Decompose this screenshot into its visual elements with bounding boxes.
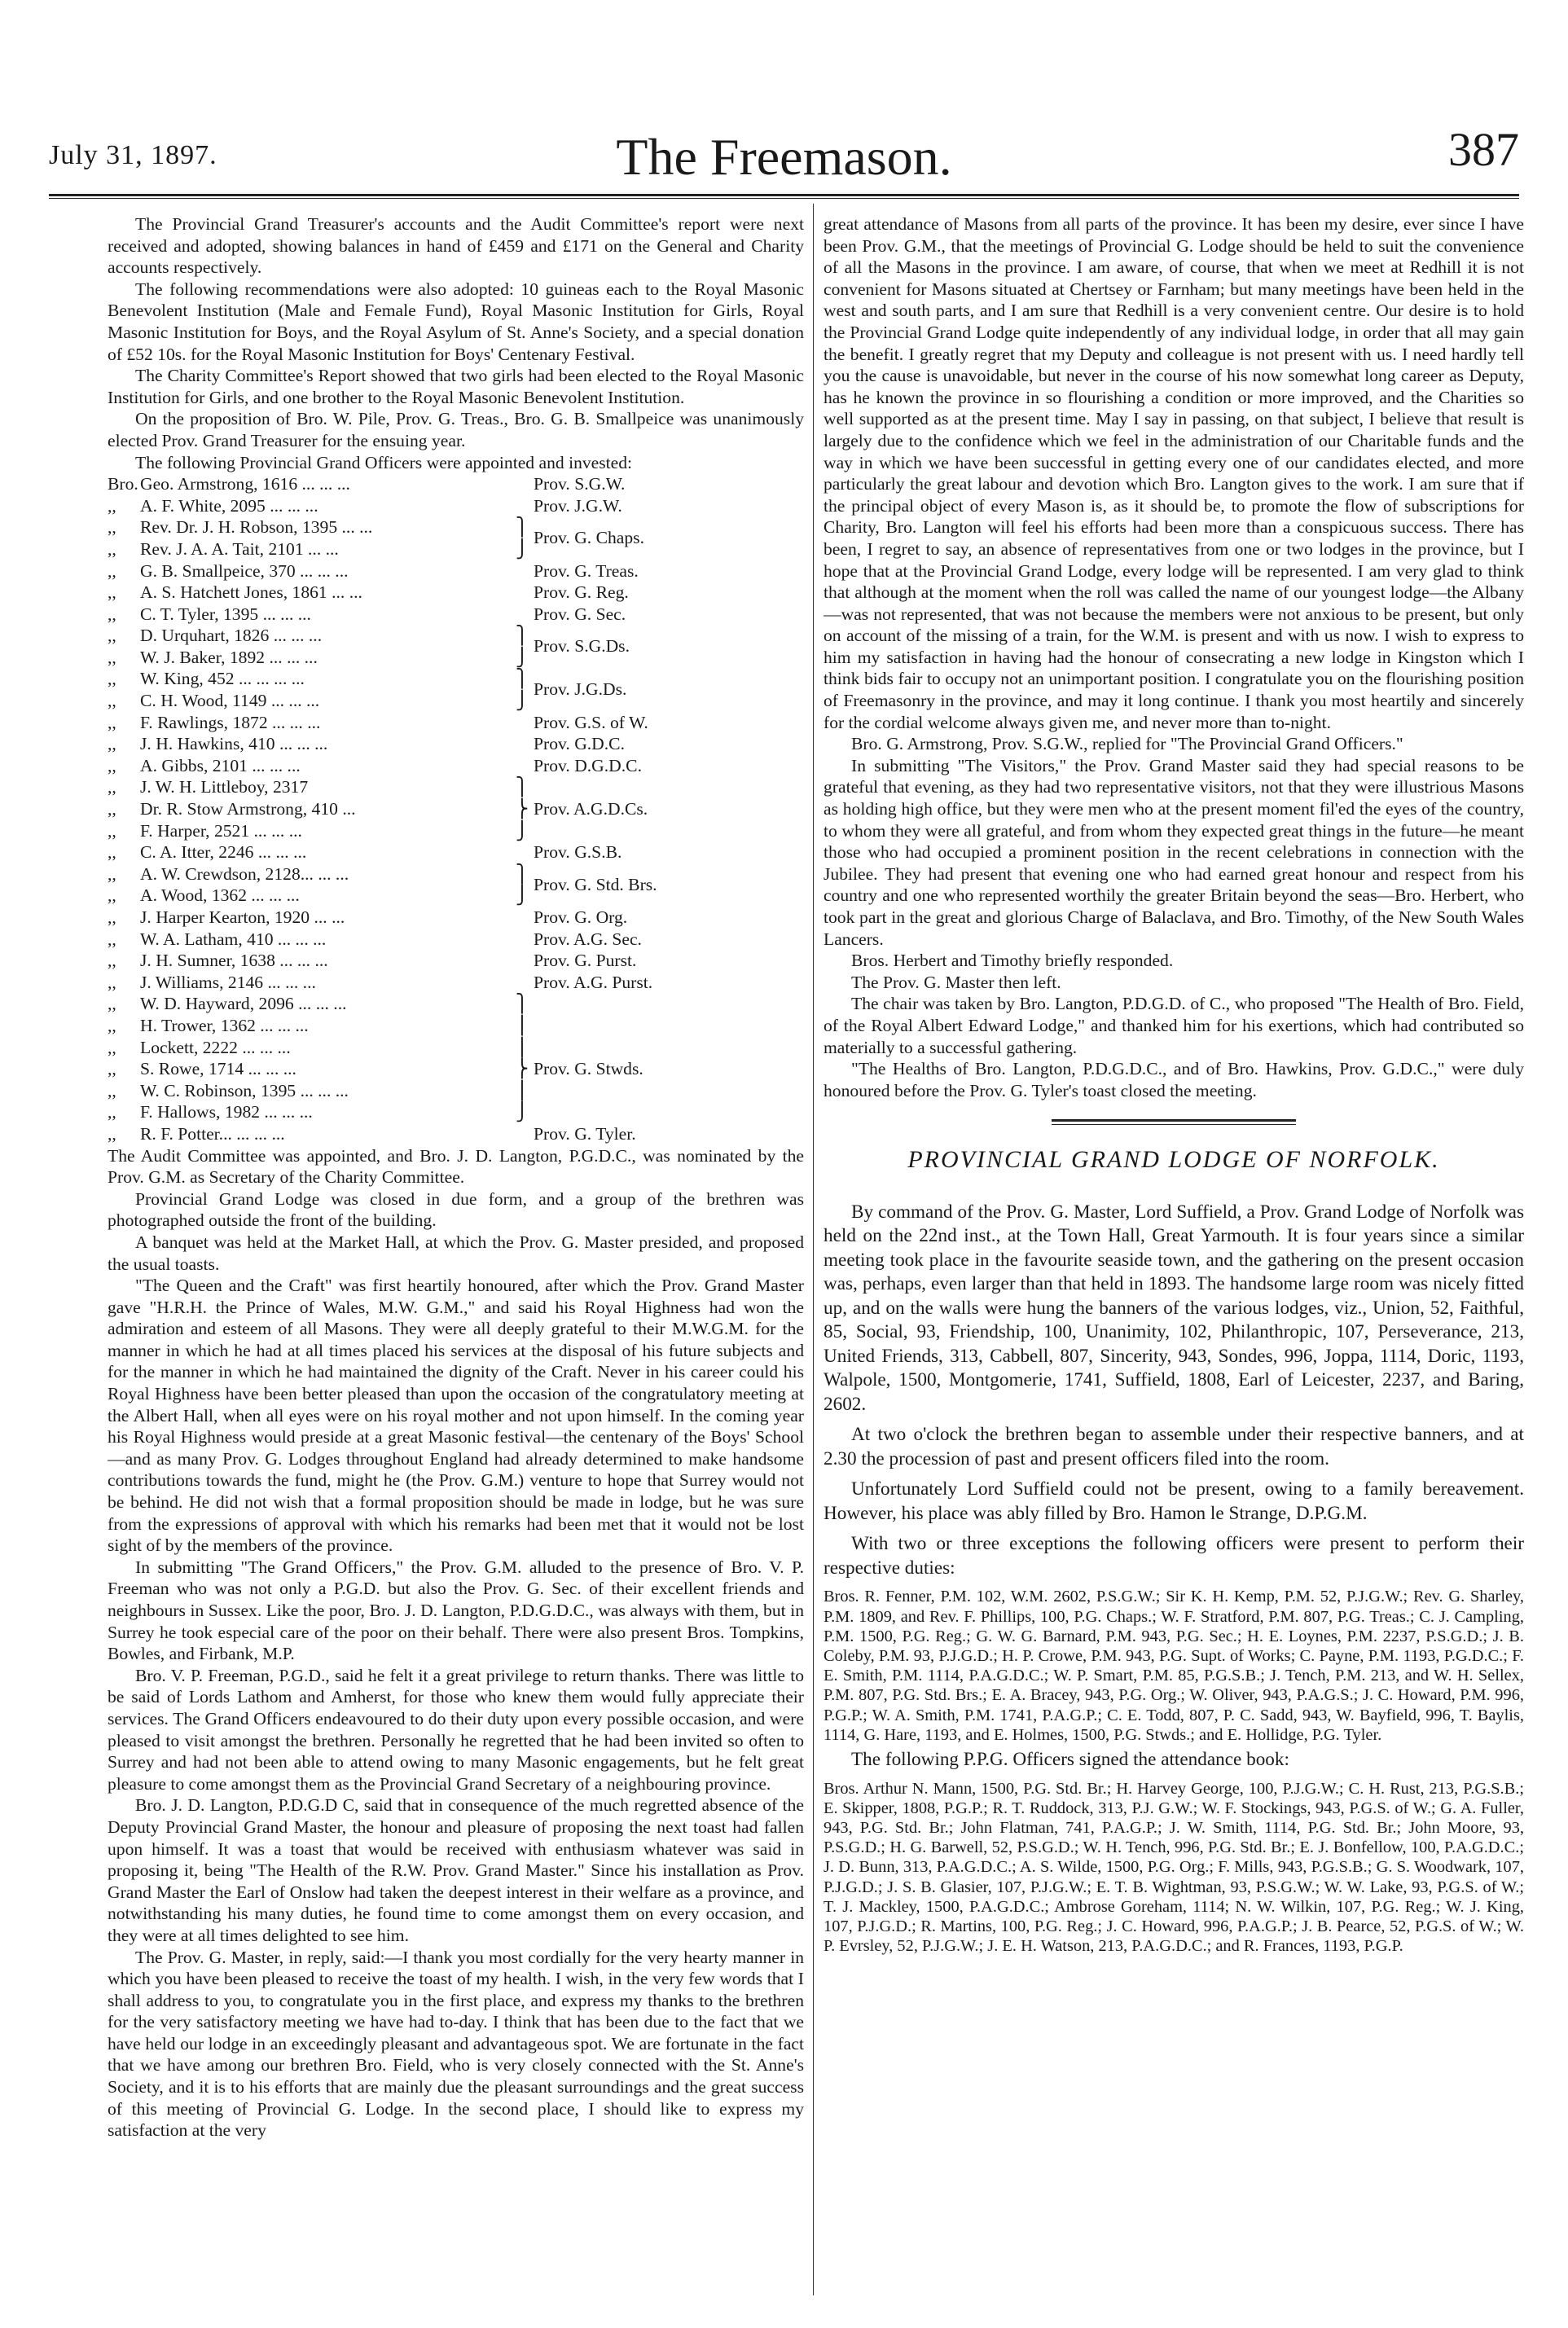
officer-row: ,, W. D. Hayward, 2096 ... ... ... ⎫ (108, 994, 529, 1014)
paragraph: Provincial Grand Lodge was closed in due form, and a group of the brethren was photographed outside the front of the building. (108, 1188, 804, 1231)
officer-row: ,, F. Harper, 2521 ... ... ... ⎭ (108, 820, 529, 841)
group-title-chaps: Prov. G. Chaps. (534, 528, 644, 548)
paragraph: Bro. J. D. Langton, P.D.G.D C, said that in consequence of the much regretted absence of the Deputy Provincial Grand Master, the honour and pleasure of proposing the next toast had fallen upon himself. It was a toast that would be received with enthusiasm whatever was said in proposing it, being "The Health of the R.W. Prov. Grand Master." Since his installation as Prov. Grand Master the Earl of Onslow had taken the deepest interest in their welfare as a province, and notwithstanding his many duties, he found time to come amongst them on every occasion, and they were at all times delighted to see him. (108, 1795, 804, 1945)
group-title-stdbrs: Prov. G. Std. Brs. (534, 874, 657, 894)
masthead-rule (49, 194, 1519, 196)
officer-row: ,, W. A. Latham, 410 ... ... ... Prov. A.G. Sec. (108, 929, 642, 949)
issue-date: July 31, 1897. (49, 140, 217, 170)
officer-row: ,, Rev. Dr. J. H. Robson, 1395 ... ... ⎫ Prov. G. Chaps. (108, 516, 804, 538)
paragraph: great attendance of Masons from all parts of the province. It has been my desire, ever since I have been Prov. G.M., that the meetings of Provincial G. Lodge should be held to suit the convenience of all the Masons in the province. I am aware, of course, that when we meet at Redhill it is not convenient for Masons situated at Chertsey or Farnham; but many meetings have been held in the west and south parts, and I am sure that Redhill is a very convenient centre. Our desire is to hold the Provincial Grand Lodge quite independently of any individual lodge, in order that all may gain the benefit. I greatly regret that my Deputy and colleague is not present with us. I need hardly tell you the cause is unavoidable, but never in the course of his now somewhat long career as Deputy, has he known the province in so flourishing a condition or more improved, and the Charities so well supported as at the present time. May I say in passing, on that subject, I believe that result is largely due to the confidence which we feel in the administration of our Charitable funds and the way in which we have been successful in getting every one of our candidates elected, and more particularly the great labour and devotion which Bro. Langton gives to the work. I am sure that if the principal object of every Mason is, as it should be, to promote the flow of subscriptions for Charity, Bro. Langton will feel his efforts had been more than a conspicuous success. There has been, I regret to say, an absence of representatives from one or two lodges in the province, but I hope that at the Provincial Grand Lodge, every lodge will be represented. I am very glad to think that although at the moment when the roll was called the name of our youngest lodge—the Albany—was not represented, that was not because the members were not anxious to be present, but only on account of the missing of a train, for the W.M. is present and with us now. I wish to express to him my satisfaction in having had the honour of consecrating a new lodge in Kingston which I think bids fair to occupy not an unimportant position. I congratulate you on the flourishing position of Freemasonry in the province, and may it long continue. I thank you most heartily and sincerely for the cordial welcome always given me, and never more than to-night. (824, 214, 1524, 732)
paragraph: The Charity Committee's Report showed that two girls had been elected to the Royal Masonic Institution for Girls, and one brother to the Royal Masonic Benevolent Institution. (108, 366, 804, 407)
group-title-jgds: Prov. J.G.Ds. (534, 679, 627, 700)
officer-row: ,, Lockett, 2222 ... ... ... ⎪ (108, 1037, 529, 1057)
paragraph: Bro. V. P. Freeman, P.G.D., said he felt it a great privilege to return thanks. There was little to be said of Lords Lathom and Amherst, for those who knew them would fully appreciate their services. The Grand Officers endeavoured to do their duty upon every possible occasion, and were pleased to visit amongst the brethren. Personally he regretted that he had been invited so often to Surrey and had not been able to attend owing to many Masonic engagements, but he felt great pleasure to come amongst them as the Provincial Grand Secretary of a neighbouring province. (108, 1665, 804, 1794)
officer-row: ,, D. Urquhart, 1826 ... ... ... ⎫ Prov. S.G.Ds. (108, 625, 804, 647)
paragraph: The chair was taken by Bro. Langton, P.D.G.D. of C., who proposed "The Health of Bro. Field, of the Royal Albert Edward Lodge," and thanked him for his exertions, which had contributed so materially to a successful gathering. (824, 994, 1524, 1057)
officer-row: ,, R. F. Potter... ... ... ... Prov. G. Tyler. (108, 1123, 636, 1144)
officer-row: ,, G. B. Smallpeice, 370 ... ... ... Prov. G. Treas. (108, 560, 639, 581)
officer-row: ,, J. Williams, 2146 ... ... ... Prov. A.G. Purst. (108, 972, 653, 992)
officer-row: ,, Dr. R. Stow Armstrong, 410 ... ⎬ Prov. A.G.D.Cs. (108, 798, 804, 820)
paragraph: In submitting "The Grand Officers," the Prov. G.M. alluded to the presence of Bro. V. P. Freeman who was not only a P.G.D. but also the Prov. G. Sec. of their excellent friends and neighbours in Sussex. Like the poor, Bro. J. D. Langton, P.D.G.D.C., was always with them, but in Surrey he took especial care of the poor on their behalf. There were also present Bros. Tompkins, Bowles, and Firbank, M.P. (108, 1557, 804, 1664)
paragraph: The Provincial Grand Treasurer's accounts and the Audit Committee's report were next received and adopted, showing balances in hand of £459 and £171 on the General and Charity accounts respectively. (108, 214, 804, 278)
officer-row: ,, Rev. J. A. A. Tait, 2101 ... ... ⎭ (108, 538, 529, 559)
officer-roll: Bros. R. Fenner, P.M. 102, W.M. 2602, P.S.G.W.; Sir K. H. Kemp, P.M. 52, P.J.G.W.; Rev. G. Sharley, P.M. 1809, and Rev. F. Phillips, 100, P.G. Chaps.; W. F. Stratford, P.M. 807, P.G. Treas.; C. J. Campling, P.M. 1500, P.G. Reg.; G. W. G. Barnard, P.M. 943, P.G. Sec.; H. E. Loynes, P.M. 2237, P.S.G.D.; J. B. Coleby, P.M. 93, P.J.G.D.; H. P. Crowe, P.M. 943, P.G. Supt. of Works; C. Payne, P.M. 1193, P.G.D.C.; F. E. Smith, P.M. 1114, P.A.G.D.C.; W. P. Smart, P.M. 85, P.G.S.B.; J. Tench, P.M. 213, and W. H. Sellex, P.M. 807, P.G. Std. Brs.; E. A. Bracey, 943, P.G. Org.; W. Oliver, 943, P.A.G.S.; J. C. Howard, P.M. 996, P.G.P.; W. A. Smith, P.M. 1741, P.A.G.P.; C. E. Todd, 807, P. C. Sadd, 943, W. Bayfield, 996, T. Baylis, 1114, G. Hare, 1193, and E. Holmes, 1500, P.G. Stwds.; and E. Hollidge, P.G. Tyler. (824, 1588, 1524, 1744)
officer-row: ,, A. Wood, 1362 ... ... ... ⎭ (108, 885, 529, 906)
officer-row: ,, J. H. Hawkins, 410 ... ... ... Prov. G.D.C. (108, 734, 625, 754)
paragraph: The Audit Committee was appointed, and Bro. J. D. Langton, P.G.D.C., was nominated by the Prov. G.M. as Secretary of the Charity Committee. (108, 1145, 804, 1188)
attendance-roll: Bros. Arthur N. Mann, 1500, P.G. Std. Br.; H. Harvey George, 100, P.J.G.W.; C. H. Rust, 213, P.G.S.B.; E. Skipper, 1808, P.G.P.; R. T. Ruddock, 313, P.J. G.W.; W. F. Stockings, 943, P.G.S. of W.; G. A. Fuller, 943, P.G. Std. Br.; John Flatman, 741, P.A.G.P.; J. W. Smith, 1114, P.G. Std. Br.; John Moore, 93, P.S.G.D.; H. G. Barwell, 52, P.S.G.D.; W. H. Tench, 996, P.G. Std. Br.; E. J. Bonfellow, 100, P.A.G.D.C.; J. D. Bunn, 313, P.A.G.D.C.; A. S. Wilde, 1500, P.G. Org.; F. Mills, 943, P.G.S.B.; G. S. Woodwark, 107, P.J.G.D.; J. S. B. Glasier, 107, P.J.G.W.; E. T. B. Wightman, 93, P.S.G.W.; W. W. Lake, 93, P.G.S. of W.; T. J. Mackley, 1500, P.A.G.D.C.; Ambrose Goreham, 1114; N. W. Wilkin, 107, P.G. Reg.; W. J. King, 107, P.J.G.D.; R. Martins, 100, P.G. Reg.; J. C. Howard, 996, P.A.G.P.; J. B. Pearce, 52, P.G.S. of W.; W. P. Evrsley, 52, P.J.G.W.; J. E. H. Watson, 213, P.A.G.D.C.; and R. Frances, 1193, P.G.P. (824, 1779, 1524, 1956)
column-divider (813, 204, 814, 2295)
paragraph: Bros. Herbert and Timothy briefly responded. (851, 951, 1174, 971)
paragraph: A banquet was held at the Market Hall, at which the Prov. G. Master presided, and proposed the usual toasts. (108, 1232, 804, 1274)
newspaper-title: The Freemason. (616, 128, 952, 186)
officer-row: ,, J. H. Sumner, 1638 ... ... ... Prov. G. Purst. (108, 951, 637, 971)
officer-row: ,, A. Gibbs, 2101 ... ... ... Prov. D.G.D.C. (108, 755, 642, 775)
page-number: 387 (1448, 123, 1519, 176)
officer-row: ,, C. H. Wood, 1149 ... ... ... ⎭ (108, 691, 529, 711)
officer-row: ,, H. Trower, 1362 ... ... ... ⎪ (108, 1015, 529, 1035)
officer-row: ,, A. W. Crewdson, 2128... ... ... ⎫ Prov. G. Std. Brs. (108, 863, 804, 885)
paragraph: With two or three exceptions the following officers were present to perform their respective duties: (824, 1533, 1524, 1579)
officer-row: ,, F. Rawlings, 1872 ... ... ... Prov. G.S. of W. (108, 712, 648, 732)
paragraph: At two o'clock the brethren began to assemble under their respective banners, and at 2.30 the procession of past and present officers filed into the room. (824, 1424, 1524, 1469)
officer-row: ,, J. Harper Kearton, 1920 ... ... Prov. G. Org. (108, 907, 628, 927)
officer-list-block (108, 473, 804, 1144)
paragraph: On the proposition of Bro. W. Pile, Prov. G. Treas., Bro. G. B. Smallpeice was unanimously elected Prov. Grand Treasurer for the ensuing year. (108, 409, 804, 450)
masthead-rule-thin (49, 198, 1519, 199)
officer-row: ,, F. Hallows, 1982 ... ... ... ⎭ (108, 1102, 529, 1122)
officer-row: ,, J. W. H. Littleboy, 2317 ⎫ (108, 777, 529, 797)
officer-row: ,, S. Rowe, 1714 ... ... ... ⎬ Prov. G. Stwds. (108, 1058, 804, 1080)
officer-row: ,, C. A. Itter, 2246 ... ... ... Prov. G.S.B. (108, 842, 622, 863)
paragraph: "The Queen and the Craft" was first heartily honoured, after which the Prov. Grand Master gave "H.R.H. the Prince of Wales, M.W. G.M.," and said his Royal Highness had won the admiration and esteem of all Masons. They were all deeply grateful to their M.W.G.M. for the manner in which he had at all times placed his services at the disposal of his future subjects and for the manner in which he had maintained the dignity of the Craft. Never in his career could his Royal Highness have been better pleased than upon the occasion of the congratulatory meeting at the Albert Hall, when all eyes were on his royal mother and not upon himself. In the coming year his Royal Highness would preside at a great Masonic festival—the centenary of the Boys' School—and as many Prov. G. Lodges throughout England had already determined to make handsome contributions towards the fund, might he (the Prov. G.M.) venture to hope that Surrey would not be behind. He did not wish that a formal proposition should be made in lodge, but he was sure from the expressions of approval with which his remarks had been met that it would not be lost sight of by the members of the province. (108, 1276, 804, 1556)
paragraph: Unfortunately Lord Suffield could not be present, owing to a family bereavement. However, his place was ably filled by Bro. Hamon le Strange, D.P.G.M. (824, 1478, 1524, 1524)
paragraph: The following Provincial Grand Officers were appointed and invested: (135, 452, 633, 472)
officer-row: ,, W. J. Baker, 1892 ... ... ... ⎭ (108, 647, 529, 667)
group-title-sgds: Prov. S.G.Ds. (534, 636, 630, 657)
paragraph: In submitting "The Visitors," the Prov. Grand Master said they had special reasons to be grateful that evening, as they had two representative visitors, not that they were illustrious Masons as holding high office, but they were men who at the present moment fil'ed the eyes of the country, to whom they were all grateful, and from whom they expected great things in the future—he meant those who had occupied a prominent position in the recent celebrations in connection with the Jubilee. They had present that evening one who had earned great honour and respect from his country and one who represented worthily the greater Britain beyond the seas—Bro. Herbert, who took part in the great and glorious Charge of Balaclava, and Bro. Timothy, of the New South Wales Lancers. (824, 755, 1524, 949)
section-rule (1052, 1119, 1296, 1122)
paragraph: By command of the Prov. G. Master, Lord Suffield, a Prov. Grand Lodge of Norfolk was held on the 22nd inst., at the Town Hall, Great Yarmouth. It is four years since a similar meeting took place in the favourite seaside town, and the gathering on the present occasion was, perhaps, even larger than that held in 1893. The handsome large room was nicely fitted up, and on the walls were hung the banners of the various lodges, viz., Union, 52, Faithful, 85, Social, 93, Friendship, 100, Unanimity, 102, Philanthropic, 107, Perseverance, 213, United Friends, 313, Cabbell, 807, Sincerity, 943, Sondes, 996, Joppa, 1114, Doric, 1193, Walpole, 1500, Montgomerie, 1741, Suffield, 1808, Earl of Leicester, 2237, and Baring, 2602. (824, 1201, 1524, 1415)
masthead (49, 122, 1519, 195)
group-title-agdcs: Prov. A.G.D.Cs. (534, 799, 648, 819)
left-column (108, 213, 804, 2295)
section-rule-thin (1052, 1124, 1296, 1125)
officer-row: ,, A. F. White, 2095 ... ... ... Prov. J.G.W. (108, 495, 622, 516)
paragraph: "The Healths of Bro. Langton, P.D.G.D.C., and of Bro. Hawkins, Prov. G.D.C.," were duly honoured before the Prov. G. Tyler's toast closed the meeting. (824, 1059, 1524, 1100)
group-title-stwds: Prov. G. Stwds. (534, 1059, 643, 1079)
officer-row: ,, A. S. Hatchett Jones, 1861 ... ... Prov. G. Reg. (108, 582, 629, 603)
officer-row: ,, C. T. Tyler, 1395 ... ... ... Prov. G. Sec. (108, 604, 626, 624)
officer-row: ,, W. C. Robinson, 1395 ... ... ... ⎪ (108, 1080, 529, 1100)
officer-row: ,, W. King, 452 ... ... ... ... ⎫ Prov. J.G.Ds. (108, 668, 804, 690)
paragraph: The Prov. G. Master then left. (851, 972, 1061, 992)
paragraph: Bro. G. Armstrong, Prov. S.G.W., replied for "The Provincial Grand Officers." (851, 734, 1403, 754)
section-heading: PROVINCIAL GRAND LODGE OF NORFOLK. (907, 1146, 1440, 1174)
paragraph: The following recommendations were also adopted: 10 guineas each to the Royal Masonic Benevolent Institution (Male and Female Fund), Royal Masonic Institution for Girls, Royal Masonic Institution for Boys, and the Royal Asylum of St. Anne's Society, and a special donation of £52 10s. for the Royal Masonic Institution for Boys' Centenary Festival. (108, 279, 804, 364)
officer-row: Bro. Geo. Armstrong, 1616 ... ... ... Prov. S.G.W. (108, 474, 626, 494)
paragraph: The following P.P.G. Officers signed the attendance book: (851, 1749, 1289, 1771)
right-column (824, 213, 1524, 2295)
paragraph: The Prov. G. Master, in reply, said:—I thank you most cordially for the very hearty manner in which you have been pleased to receive the toast of my health. I wish, in the very few words that I shall address to you, to congratulate you in the first place, and express my thanks to the brethren for the very satisfactory meeting we have had to-day. I think that has been due to the fact that we have held our lodge in an exceedingly pleasant and advantageous spot. We are fortunate in the fact that we have among our brethren Bro. Field, who is very closely connected with the St. Anne's Society, and it is to his efforts that are mainly due the pleasant surroundings and the great success of this meeting of Provincial G. Lodge. In the second place, I should like to express my satisfaction at the very (108, 1947, 804, 2141)
officer-list (108, 473, 804, 1144)
